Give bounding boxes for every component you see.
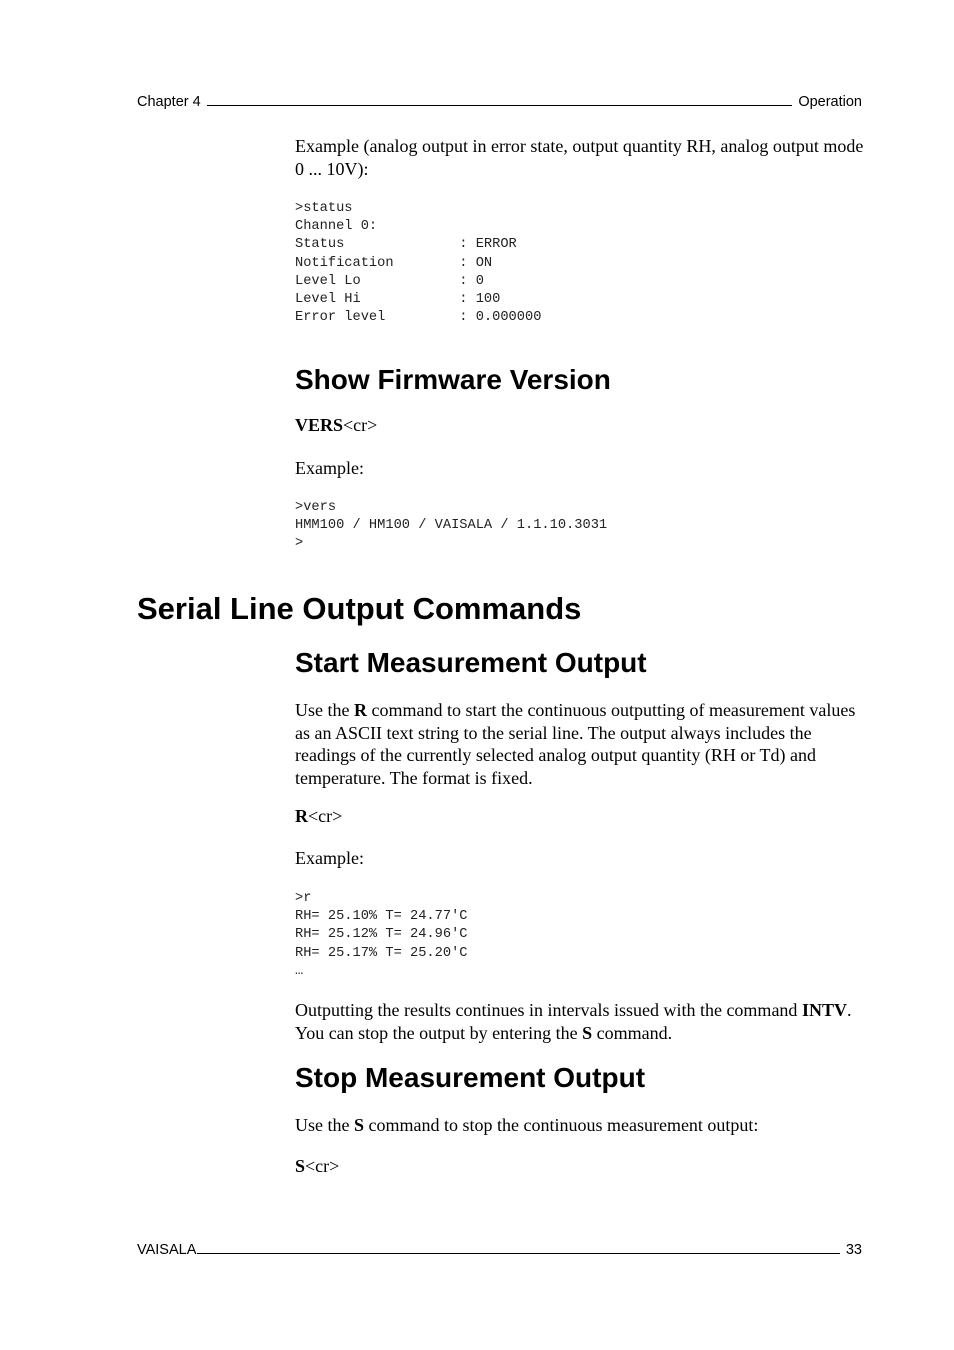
header-chapter: Chapter 4 [137, 94, 201, 110]
page-number: 33 [845, 1242, 862, 1258]
s-command-inline: S [582, 1022, 593, 1043]
stop-heading: Stop Measurement Output [295, 1062, 646, 1093]
r-code-block: >r RH= 25.10% T= 24.77'C RH= 25.12% T= 24.96'C RH= 25.17% T= 25.20'C … [295, 891, 468, 979]
serial-line-heading: Serial Line Output Commands [137, 591, 582, 626]
header-rule [207, 105, 793, 106]
footer-rule [197, 1253, 839, 1254]
r-command [295, 806, 342, 827]
firmware-example-label: Example: [295, 458, 364, 478]
page-footer [137, 1238, 862, 1258]
vers-command-suffix: <cr> [343, 415, 378, 435]
firmware-heading: Show Firmware Version [295, 364, 611, 395]
r-command-suffix: <cr> [308, 806, 343, 826]
r-command-name: R [295, 806, 308, 826]
page-header [137, 90, 862, 110]
start-heading: Start Measurement Output [295, 647, 647, 678]
footer-company: VAISALA [137, 1242, 197, 1258]
start-description: Use the R command to start the continuous outputting of measurement values as an ASCII text string to the serial line. The output always includes the readings of the currently selected analog output quantity (RH or Td) and temperature. The format is fixed. [295, 700, 856, 788]
status-code-block: >status Channel 0: Status : ERROR Notification : ON Level Lo : 0 Level Hi : 100 Error level : 0.000000 [295, 201, 542, 326]
s-command [295, 1156, 339, 1177]
vers-command [295, 415, 377, 436]
start-example-label: Example: [295, 848, 364, 868]
s-command-suffix: <cr> [305, 1156, 340, 1176]
s-command-name: S [295, 1156, 306, 1176]
vers-code-block: >vers HMM100 / HM100 / VAISALA / 1.1.10.3031 > [295, 500, 608, 552]
intv-command-inline: INTV [801, 1000, 847, 1020]
vers-command-name: VERS [295, 415, 344, 435]
stop-description: Use the S command to stop the continuous measurement output: [295, 1115, 759, 1135]
header-section: Operation [798, 94, 862, 110]
status-example-intro: Example (analog output in error state, output quantity RH, analog output mode 0 ... 10V): [295, 136, 864, 179]
r-command-inline: R [353, 700, 367, 720]
s-command-inline-stop: S [353, 1115, 364, 1135]
output-continues-text: Outputting the results continues in intervals issued with the command INTV. You can stop the output by entering the S command. [295, 1000, 852, 1043]
